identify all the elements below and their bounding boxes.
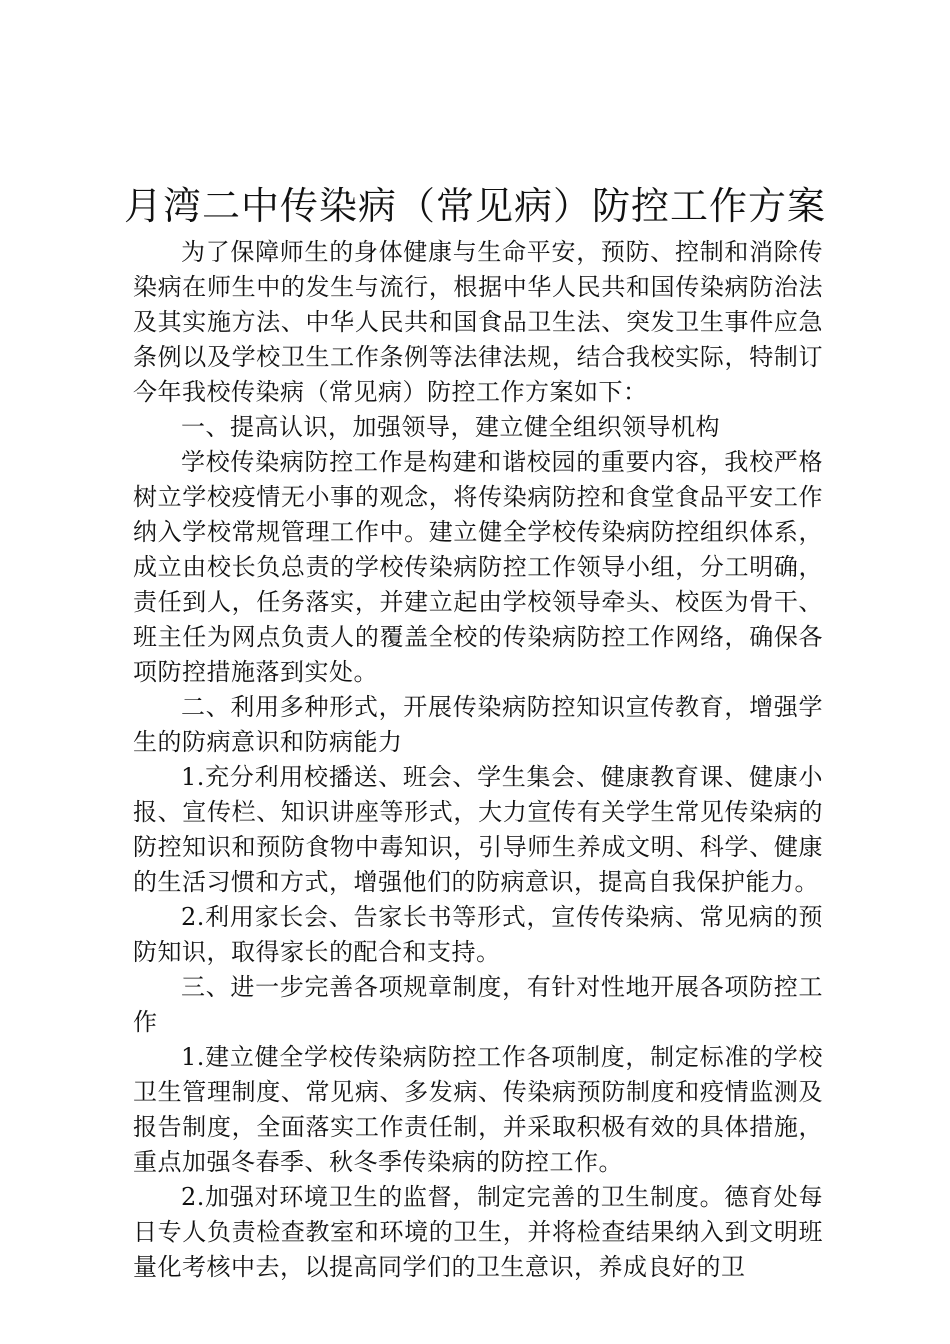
paragraph-item-2-2: 2.利用家长会、告家长书等形式，宣传传染病、常见病的预防知识，取得家长的配合和支持。 xyxy=(133,903,823,966)
paragraph-section-1: 学校传染病防控工作是构建和谐校园的重要内容，我校严格树立学校疫情无小事的观念，将传染病防控和食堂食品平安工作纳入学校常规管理工作中。建立健全学校传染病防控组织体系，成立由校长负总责的学校传染病防控工作领导小组，分工明确，责任到人，任务落实，并建立起由学校领导牵头、校医为骨干、班主任为网点负责人的覆盖全校的传染病防控工作网络，确保各项防控措施落到实处。 xyxy=(133,448,823,686)
document-title: 月湾二中传染病（常见病）防控工作方案 xyxy=(123,184,826,228)
section-heading-3: 三、进一步完善各项规章制度，有针对性地开展各项防控工作 xyxy=(133,973,823,1036)
paragraph-item-3-2: 2.加强对环境卫生的监督，制定完善的卫生制度。德育处每日专人负责检查教室和环境的卫生，并将检查结果纳入到文明班量化考核中去，以提高同学们的卫生意识，养成良好的卫 xyxy=(133,1183,823,1281)
paragraph-item-3-1: 1.建立健全学校传染病防控工作各项制度，制定标准的学校卫生管理制度、常见病、多发病、传染病预防制度和疫情监测及报告制度，全面落实工作责任制，并采取积极有效的具体措施，重点加强冬春季、秋冬季传染病的防控工作。 xyxy=(133,1043,823,1176)
document-body xyxy=(133,235,823,1285)
paragraph-item-2-1: 1.充分利用校播送、班会、学生集会、健康教育课、健康小报、宣传栏、知识讲座等形式，大力宣传有关学生常见传染病的防控知识和预防食物中毒知识，引导师生养成文明、科学、健康的生活习惯和方式，增强他们的防病意识，提高自我保护能力。 xyxy=(133,763,823,896)
section-heading-1: 一、提高认识，加强领导，建立健全组织领导机构 xyxy=(181,413,720,441)
section-heading-2: 二、利用多种形式，开展传染病防控知识宣传教育，增强学生的防病意识和防病能力 xyxy=(133,693,823,756)
paragraph-intro: 为了保障师生的身体健康与生命平安，预防、控制和消除传染病在师生中的发生与流行，根据中华人民共和国传染病防治法及其实施方法、中华人民共和国食品卫生法、突发卫生事件应急条例以及学校卫生工作条例等法律法规，结合我校实际，特制订今年我校传染病（常见病）防控工作方案如下： xyxy=(133,238,823,406)
